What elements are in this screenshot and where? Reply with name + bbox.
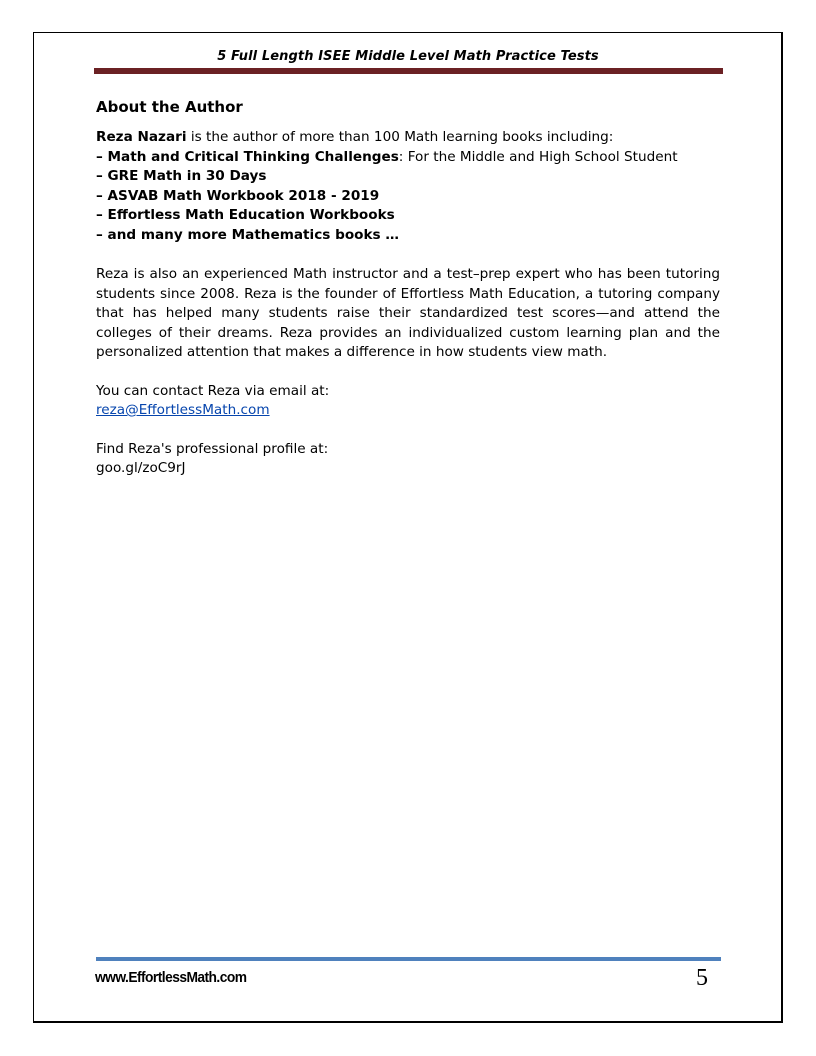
profile-label: Find Reza's professional profile at: [96, 440, 329, 457]
intro-line [96, 128, 720, 148]
book-title: – ASVAB Math Workbook 2018 - 2019 [96, 187, 380, 204]
book-item [96, 148, 720, 168]
profile-url: goo.gl/zoC9rJ [96, 460, 186, 476]
book-item [96, 187, 720, 207]
book-item [96, 206, 720, 226]
page-number: 5 [696, 965, 708, 991]
email-line [96, 401, 720, 421]
email-link[interactable]: reza@EffortlessMath.com [96, 402, 270, 418]
book-title: – and many more Mathematics books … [96, 226, 399, 243]
running-header: 5 Full Length ISEE Middle Level Math Practice Tests [217, 49, 599, 64]
author-name: Reza Nazari [96, 129, 187, 145]
book-title: – Math and Critical Thinking Challenges [96, 148, 399, 165]
book-item [96, 167, 720, 187]
book-item [96, 226, 720, 246]
section-heading: About the Author [96, 98, 243, 116]
bio-paragraph: Reza is also an experienced Math instructor and a test–prep expert who has been tutoring students since 2008. Reza is the founder of Effortless Math Education, a tutoring company that has helped many students raise their standardized test scores—and attend the colleges of their dreams. Reza provides an individualized custom learning plan and the personalized attention that makes a difference in how students view math. [96, 266, 720, 360]
contact-label: You can contact Reza via email at: [96, 382, 330, 399]
book-title: – GRE Math in 30 Days [96, 168, 267, 184]
footer-website: www.EffortlessMath.com [95, 969, 247, 986]
book-subtitle: : For the Middle and High School Student [398, 148, 678, 165]
header-divider [94, 68, 723, 74]
page-content [96, 96, 720, 479]
footer-divider [96, 957, 721, 961]
book-title: – Effortless Math Education Workbooks [96, 207, 395, 223]
intro-text: is the author of more than 100 Math learning books including: [186, 129, 614, 145]
